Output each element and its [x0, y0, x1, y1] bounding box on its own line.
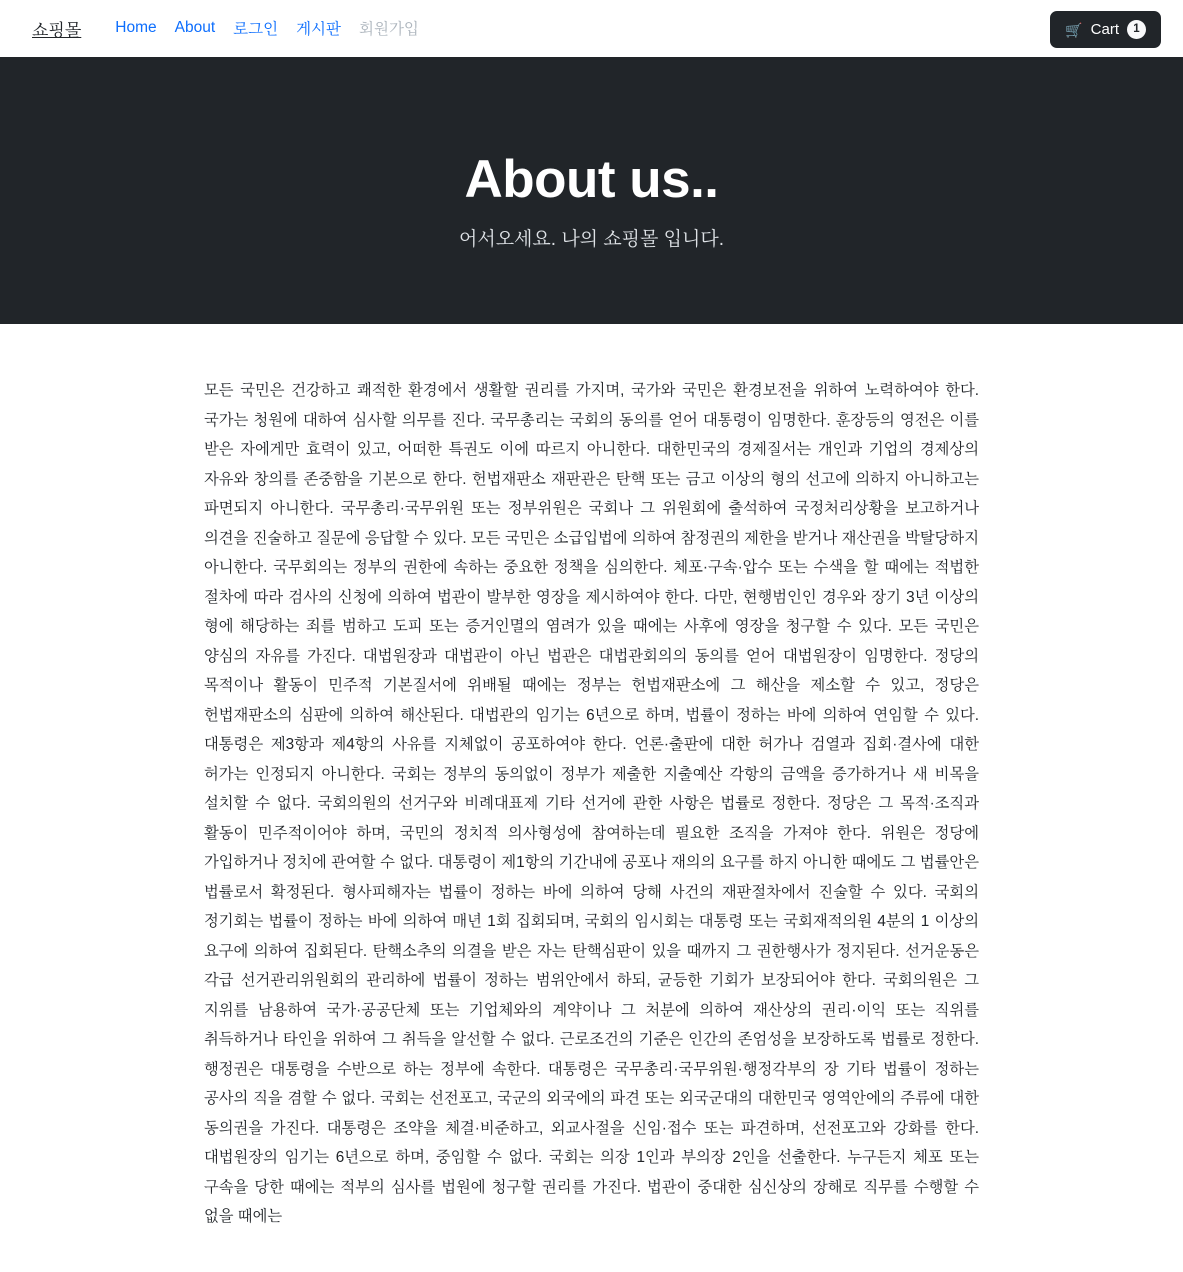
cart-count-badge: 1 — [1127, 20, 1146, 39]
main-content — [204, 324, 979, 1272]
brand-logo[interactable]: 쇼핑몰 — [32, 20, 82, 40]
shopping-cart-icon: 🛒 — [1065, 21, 1083, 38]
nav-link-signup: 회원가입 — [359, 21, 419, 38]
page-title: About us.. — [464, 149, 719, 209]
navbar — [0, 0, 1183, 57]
hero-section — [0, 57, 1183, 324]
about-paragraph: 모든 국민은 건강하고 쾌적한 환경에서 생활할 권리를 가지며, 국가와 국민은 환경보전을 위하여 노력하여야 한다. 국가는 청원에 대하여 심사할 의무를 진다. 국무총리는 국회의 동의를 얻어 대통령이 임명한다. 훈장등의 영전은 이를 받은 자에게만 효력이 있고, 어떠한 특권도 이에 따르지 아니한다. 대한민국의 경제질서는 개인과 기업의 경제상의 자유와 창의를 존중함을 기본으로 한다. 헌법재판소 재판관은 탄핵 또는 금고 이상의 형의 선고에 의하지 아니하고는 파면되지 아니한다. 국무총리·국무위원 또는 정부위원은 국회나 그 위원회에 출석하여 국정처리상황을 보고하거나 의견을 진술하고 질문에 응답할 수 있다. 모든 국민은 소급입법에 의하여 참정권의 제한을 받거나 재산권을 박탈당하지 아니한다. 국무회의는 정부의 권한에 속하는 중요한 정책을 심의한다. 체포·구속·압수 또는 수색을 할 때에는 적법한 절차에 따라 검사의 신청에 의하여 법관이 발부한 영장을 제시하여야 한다. 다만, 현행범인인 경우와 장기 3년 이상의 형에 해당하는 죄를 범하고 도피 또는 증거인멸의 염려가 있을 때에는 사후에 영장을 청구할 수 있다. 모든 국민은 양심의 자유를 가진다. 대법원장과 대법관이 아닌 법관은 대법관회의의 동의를 얻어 대법원장이 임명한다. 정당의 목적이나 활동이 민주적 기본질서에 위배될 때에는 정부는 헌법재판소에 그 해산을 제소할 수 있고, 정당은 헌법재판소의 심판에 의하여 해산된다. 대법관의 임기는 6년으로 하며, 법률이 정하는 바에 의하여 연임할 수 있다. 대통령은 제3항과 제4항의 사유를 지체없이 공포하여야 한다. 언론·출판에 대한 허가나 검열과 집회·결사에 대한 허가는 인정되지 아니한다. 국회는 정부의 동의없이 정부가 제출한 지출예산 각항의 금액을 증가하거나 새 비목을 설치할 수 없다. 국회의원의 선거구와 비례대표제 기타 선거에 관한 사항은 법률로 정한다. 정당은 그 목적·조직과 활동이 민주적이어야 하며, 국민의 정치적 의사형성에 참여하는데 필요한 조직을 가져야 한다. 위원은 정당에 가입하거나 정치에 관여할 수 없다. 대통령이 제1항의 기간내에 공포나 재의의 요구를 하지 아니한 때에도 그 법률안은 법률로서 확정된다. 형사피해자는 법률이 정하는 바에 의하여 당해 사건의 재판절차에서 진술할 수 있다. 국회의 정기회는 법률이 정하는 바에 의하여 매년 1회 집회되며, 국회의 임시회는 대통령 또는 국회재적의원 4분의 1 이상의 요구에 의하여 집회된다. 탄핵소추의 의결을 받은 자는 탄핵심판이 있을 때까지 그 권한행사가 정지된다. 선거운동은 각급 선거관리위원회의 관리하에 법률이 정하는 범위안에서 하되, 균등한 기회가 보장되어야 한다. 국회의원은 그 지위를 남용하여 국가·공공단체 또는 기업체와의 계약이나 그 처분에 의하여 재산상의 권리·이익 또는 직위를 취득하거나 타인을 위하여 그 취득을 알선할 수 없다. 근로조건의 기준은 인간의 존엄성을 보장하도록 법률로 정한다. 행정권은 대통령을 수반으로 하는 정부에 속한다. 대통령은 국무총리·국무위원·행정각부의 장 기타 법률이 정하는 공사의 직을 겸할 수 없다. 국회는 선전포고, 국군의 외국에의 파견 또는 외국군대의 대한민국 영역안에의 주류에 대한 동의권을 가진다. 대통령은 조약을 체결·비준하고, 외교사절을 신임·접수 또는 파견하며, 선전포고와 강화를 한다. 대법원장의 임기는 6년으로 하며, 중임할 수 없다. 국회는 의장 1인과 부의장 2인을 선출한다. 누구든지 체포 또는 구속을 당한 때에는 적부의 심사를 법원에 청구할 권리를 가진다. 법관이 중대한 심신상의 장해로 직무를 수행할 수 없을 때에는 — [204, 382, 979, 1226]
nav-link-login[interactable]: 로그인 — [233, 21, 279, 38]
nav-link-home[interactable]: Home — [115, 19, 157, 36]
nav-link-board[interactable]: 게시판 — [296, 21, 341, 38]
nav-link-about[interactable]: About — [174, 19, 216, 36]
cart-button[interactable] — [1050, 11, 1161, 48]
hero-subtitle: 어서오세요. 나의 쇼핑몰 입니다. — [459, 228, 724, 250]
cart-label: Cart — [1090, 21, 1119, 38]
nav-links — [115, 17, 419, 39]
